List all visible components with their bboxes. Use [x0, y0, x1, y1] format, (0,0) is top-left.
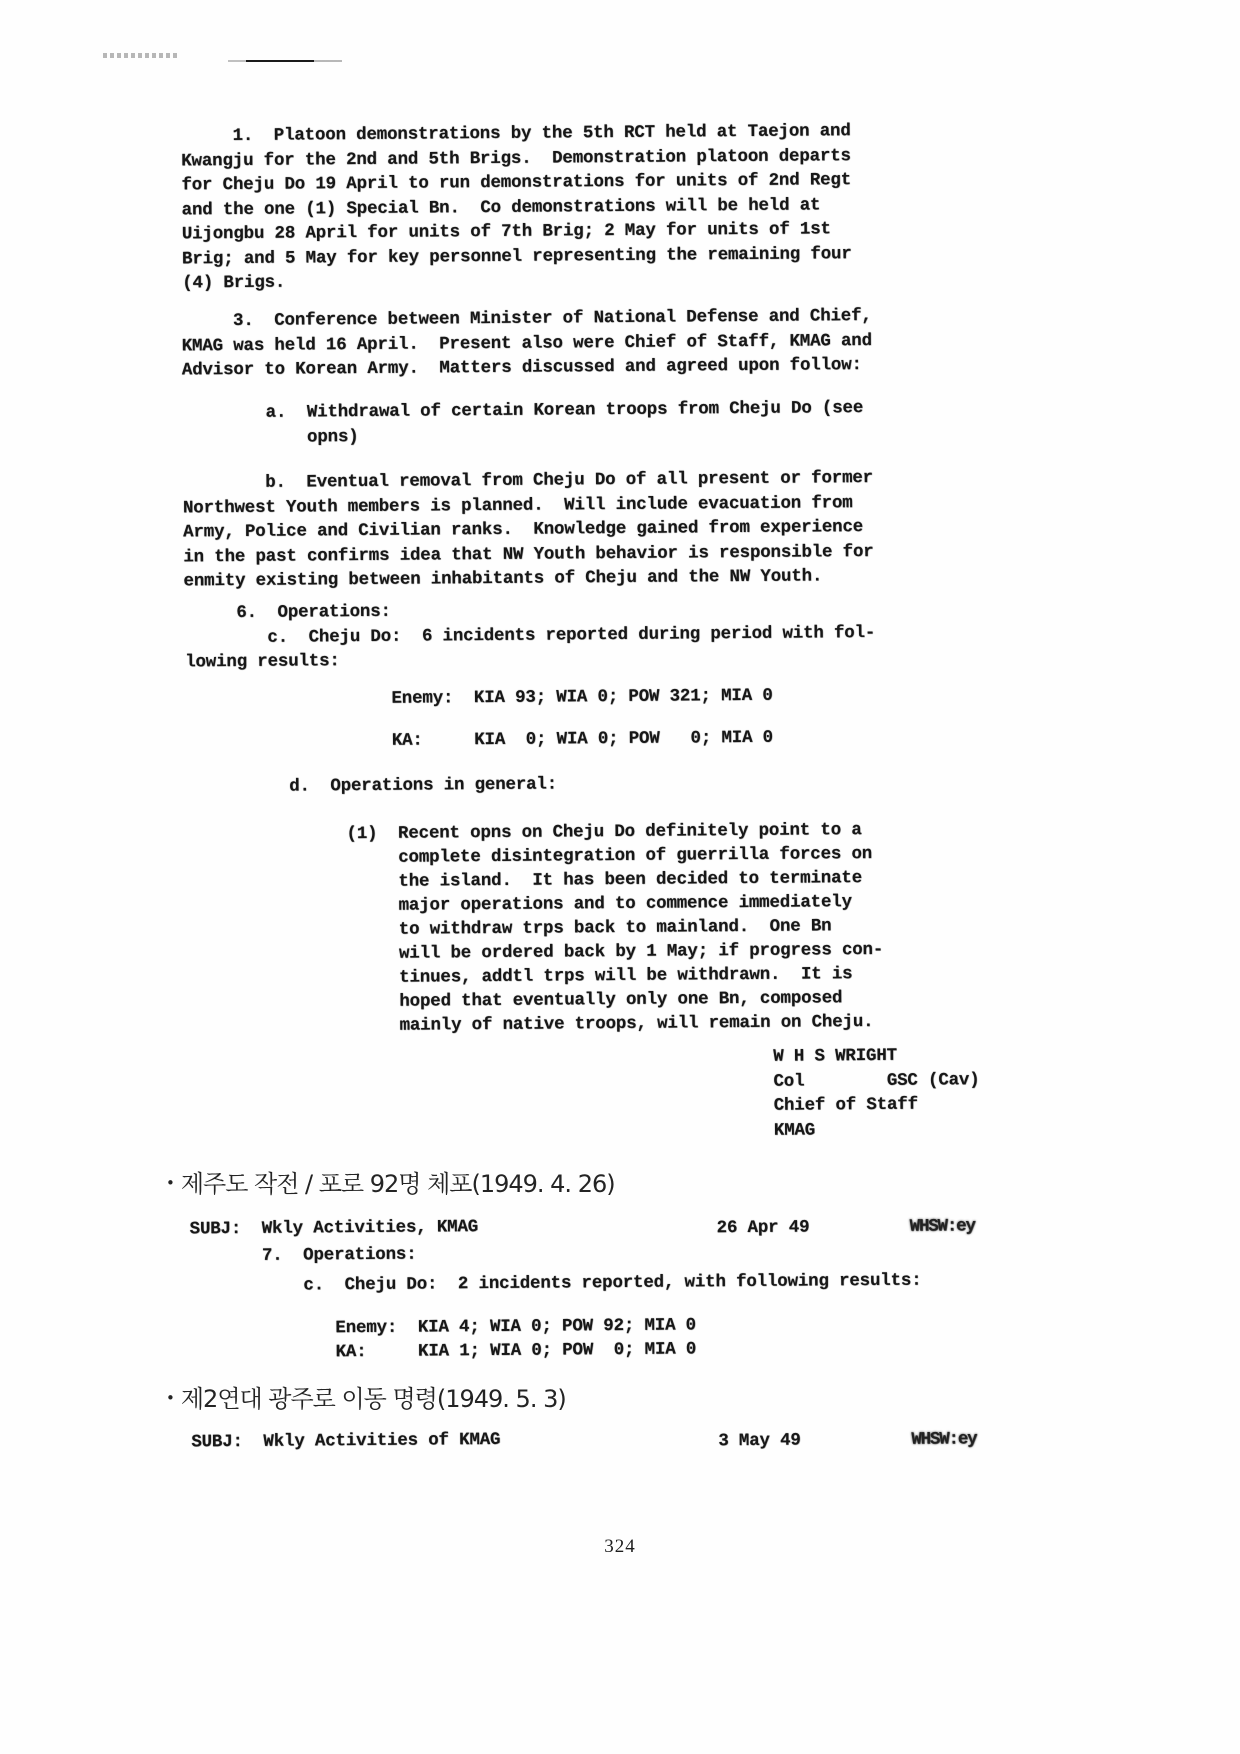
operations-6: 6. Operations: c. Cheju Do: 6 incidents reported during period with fol- lowing results:	[184, 601, 876, 673]
bullet-icon: •	[166, 1174, 174, 1192]
subitem-a: a. Withdrawal of certain Korean troops from Cheju Do (see opns)	[183, 398, 864, 448]
editor-note-1-text: 제주도 작전 / 포로 92명 체포(1949. 4. 26)	[180, 1170, 615, 1198]
subj-april-initials: WHSW:ey	[909, 1216, 975, 1237]
casualty-stats-april: Enemy: KIA 93; WIA 0; POW 321; MIA 0 KA: KIA 0; WIA 0; POW 0; MIA 0	[391, 685, 774, 751]
subitem-d-1: (1) Recent opns on Cheju Do definitely point to a complete disintegration of guerrilla forces on the island. It has been decided to terminate major operations and to commence immediately to withdraw trps back to mainland. One Bn will be ordered back by 1 May; if progress con- tinues, addtl trps will be withdrawn. It is hoped that eventually only one Bn, composed mainly of native troops, will remain on Cheju.	[346, 820, 884, 1037]
editor-note-2	[166, 1379, 566, 1414]
subj-may-date: 3 May 49	[718, 1430, 801, 1452]
editor-note-2-text: 제2연대 광주로 이동 명령(1949. 5. 3)	[180, 1385, 566, 1413]
subj-may-initials: WHSW:ey	[911, 1429, 977, 1450]
operations-7: 7. Operations: c. Cheju Do: 2 incidents reported, with following results:	[189, 1244, 922, 1297]
editor-note-1	[166, 1164, 615, 1199]
signature-block: W H S WRIGHT Col GSC (Cav) Chief of Staff KMAG	[773, 1045, 980, 1141]
bullet-icon: •	[166, 1389, 174, 1407]
subj-may-label: SUBJ: Wkly Activities of KMAG	[191, 1429, 501, 1453]
subitem-b: b. Eventual removal from Cheju Do of all present or former Northwest Youth members is planned. Will include evacuation from Army, Police and Civilian ranks. Knowledge gained from experience in the past confirms idea that NW Youth behavior is responsible for enmity existing between inhabitants of Cheju and the NW Youth.	[182, 468, 874, 592]
subitem-d: d. Operations in general:	[186, 774, 558, 798]
paragraph-1: 1. Platoon demonstrations by the 5th RCT held at Taejon and Kwangju for the 2nd and 5th Brigs. Demonstration platoon departs for Cheju Do 19 April to run demonstrations for units of 2nd Regt and the one (1) Special Bn. Co demonstrations will be held at Uijongbu 28 April for units of 7th Brig; 2 May for units of 1st Brig; and 5 May for key personnel representing the remaining four (4) Brigs.	[180, 121, 852, 294]
paragraph-3: 3. Conference between Minister of National Defense and Chief, KMAG was held 16 April. Present also were Chief of Staff, KMAG and Advisor to Korean Army. Matters discussed and agreed upon follow:	[181, 306, 872, 381]
subj-april-date: 26 Apr 49	[716, 1217, 810, 1239]
page-number: 324	[604, 1536, 636, 1557]
casualty-stats-may: Enemy: KIA 4; WIA 0; POW 92; MIA 0 KA: KIA 1; WIA 0; POW 0; MIA 0	[335, 1315, 697, 1363]
subj-april-label: SUBJ: Wkly Activities, KMAG	[189, 1217, 479, 1240]
